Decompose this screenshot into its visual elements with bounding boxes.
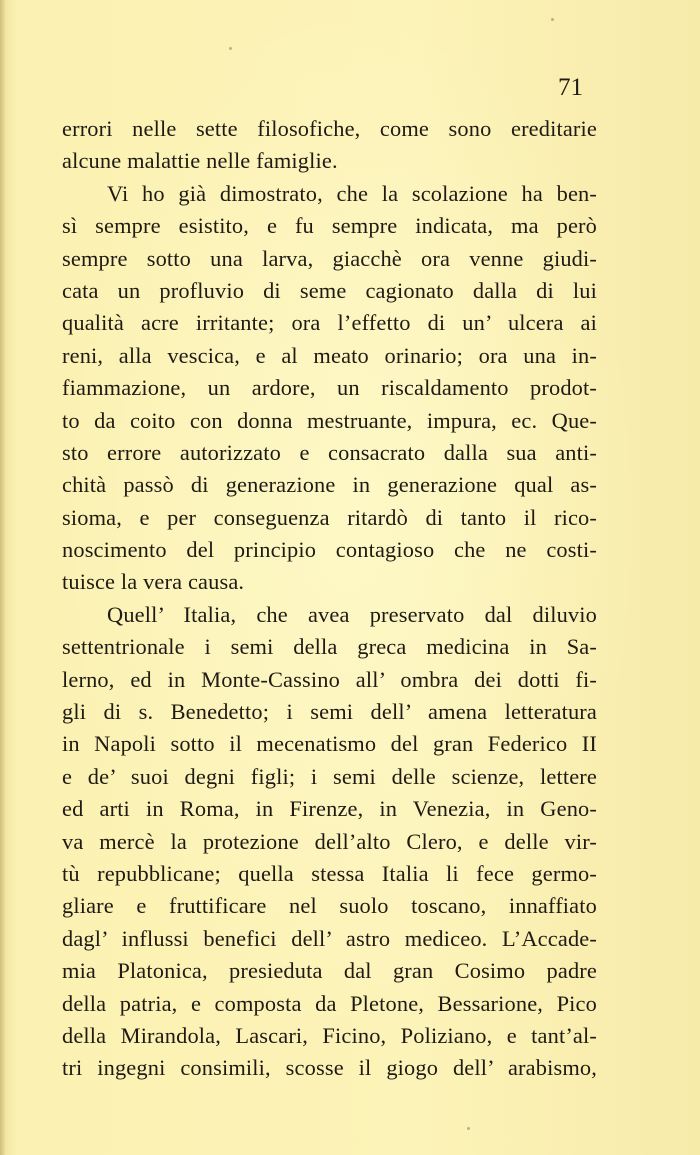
text-line: ed arti in Roma, in Firenze, in Venezia, in Geno- — [62, 796, 597, 822]
text-line: sempre sotto una larva, giacchè ora venne giudi- — [62, 245, 597, 271]
text-line: sioma, e per conseguenza ritardò di tanto il rico- — [62, 504, 597, 530]
text-line: gliare e fruttificare nel suolo toscano, innaffiato — [62, 893, 597, 919]
text-line: settentrionale i semi della greca medicina in Sa- — [62, 634, 597, 660]
text-line: qualità acre irritante; ora l’effetto di un’ ulcera ai — [62, 310, 597, 336]
text-line: lerno, ed in Monte-Cassino all’ ombra dei dotti fi- — [62, 666, 597, 692]
text-line: sto errore autorizzato e consacrato dalla sua anti- — [62, 439, 597, 465]
text-line: cata un profluvio di seme cagionato dalla di lui — [62, 277, 597, 303]
text-line: della patria, e composta da Pletone, Bessarione, Pico — [62, 990, 597, 1016]
text-line: della Mirandola, Lascari, Ficino, Poliziano, e tant’al- — [62, 1022, 597, 1048]
page-number: 71 — [558, 74, 583, 101]
text-line: tuisce la vera causa. — [62, 569, 245, 595]
text-line: dagl’ influssi benefici dell’ astro mediceo. L’Accade- — [62, 925, 597, 951]
text-line: chità passò di generazione in generazione qual as- — [62, 472, 597, 498]
text-line: e de’ suoi degni figli; i semi delle scienze, lettere — [62, 763, 597, 789]
text-line: in Napoli sotto il mecenatismo del gran Federico II — [62, 731, 597, 757]
text-line: reni, alla vescica, e al meato orinario; ora una in- — [62, 342, 597, 368]
paper-speck — [551, 18, 554, 21]
text-line: sì sempre esistito, e fu sempre indicata, ma però — [62, 213, 597, 239]
text-line: Quell’ Italia, che avea preservato dal diluvio — [107, 601, 597, 627]
paper-speck — [467, 1127, 470, 1130]
text-line: errori nelle sette filosofiche, come sono ereditarie — [62, 116, 597, 141]
paper-speck — [229, 47, 232, 50]
text-line: to da coito con donna mestruante, impura, ec. Que- — [62, 407, 597, 433]
text-line: tri ingegni consimili, scosse il giogo dell’ arabismo, — [62, 1055, 597, 1081]
text-line: va mercè la protezione dell’alto Clero, e delle vir- — [62, 828, 597, 854]
text-line: gli di s. Benedetto; i semi dell’ amena letteratura — [62, 699, 597, 725]
text-line: fiammazione, un ardore, un riscaldamento prodot- — [62, 375, 597, 401]
text-line: tù repubblicane; quella stessa Italia li fece germo- — [62, 860, 597, 886]
page-edge-shadow — [0, 0, 6, 1155]
text-line: noscimento del principio contagioso che ne costi- — [62, 537, 597, 563]
text-line: alcune malattie nelle famiglie. — [62, 148, 338, 174]
text-line: Vi ho già dimostrato, che la scolazione ha ben- — [107, 180, 597, 206]
text-line: mia Platonica, presieduta dal gran Cosimo padre — [62, 958, 597, 984]
page-text-body — [62, 113, 597, 1085]
